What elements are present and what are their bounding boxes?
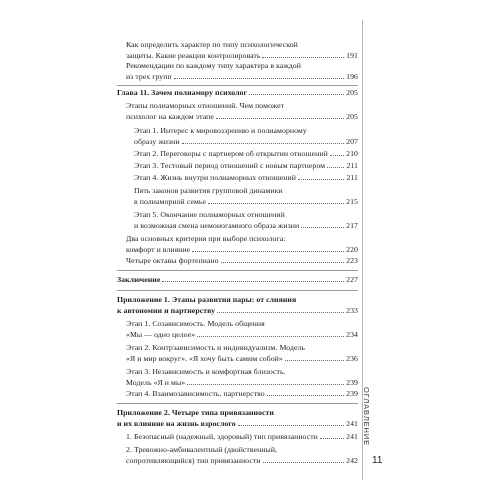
dot-leader — [238, 425, 344, 426]
toc-entry — [126, 366, 358, 388]
toc-page-number: 223 — [346, 256, 358, 265]
toc-entry — [126, 100, 358, 122]
toc-entry — [126, 342, 358, 364]
toc-entry-title: «Я и мир вокруг». «Я хочу быть самим собой» — [126, 354, 283, 363]
section-divider — [117, 290, 358, 291]
toc-entry — [126, 388, 358, 399]
toc-entry-title-line: Этап 3. Независимость и комфортная близость. — [126, 367, 286, 376]
toc-entry-title: из трех групп — [126, 72, 172, 81]
toc-chapter-entry — [117, 407, 358, 429]
toc-chapter-entry — [117, 274, 358, 285]
toc-page-number: 210 — [346, 149, 358, 158]
toc-entry-title: и возможная смена немоногамного образа жизни — [134, 221, 300, 230]
toc-chapter-entry — [117, 294, 358, 316]
toc-entry-title: 1. Безопасный (надежный, здоровый) тип привязанности — [126, 432, 318, 441]
toc-entry-title: Этап 2. Переговоры с партнером об открытии отношений — [134, 149, 328, 158]
toc-entry-title-line: Этап 2. Контрзависимость и индивидуализм. Модель — [126, 343, 306, 352]
toc-page-number: 242 — [346, 456, 358, 465]
toc-entry-title: защиты. Какие реакции контролировать — [126, 51, 261, 60]
toc-entry — [134, 160, 358, 171]
toc-page-number: 241 — [346, 432, 358, 441]
section-divider — [117, 270, 358, 271]
toc-page-number: 211 — [346, 161, 358, 170]
toc-entry — [126, 431, 358, 442]
toc-page-number: 191 — [346, 51, 358, 60]
toc-page-number: 227 — [346, 275, 358, 284]
dot-leader — [263, 462, 345, 463]
toc-page-number: 196 — [346, 72, 358, 81]
toc-page-number: 205 — [346, 112, 358, 121]
toc-entry-title-line: Этапы полиаморных отношений. Чем поможет — [126, 101, 285, 110]
toc-entry — [126, 39, 358, 61]
toc-page-number: 220 — [346, 245, 358, 254]
dot-leader — [208, 203, 344, 204]
toc-entry-title: образу жизни — [134, 137, 180, 146]
toc-entry-title: к автономии и партнерству — [117, 306, 216, 315]
dot-leader — [162, 281, 344, 282]
toc-entry-title: сопротивляющийся) тип привязанности — [126, 456, 261, 465]
toc-page-number: 205 — [346, 88, 358, 97]
toc-page-number: 215 — [346, 197, 358, 206]
page-number: 11 — [372, 455, 383, 466]
toc-entry — [126, 318, 358, 340]
toc-entry-title-line: Приложение 1. Этапы развития пары: от слияния — [117, 295, 297, 304]
toc-entry — [126, 60, 358, 82]
dot-leader — [301, 227, 344, 228]
toc-entry-title-line: Этап 1. Интерес к мировоззрению и полиаморному — [134, 126, 307, 135]
toc-entry-title: Заключение — [117, 275, 161, 284]
dot-leader — [182, 143, 345, 144]
toc-chapter-entry — [117, 87, 358, 98]
dot-leader — [320, 438, 344, 439]
toc-entry-title: и их влияние на жизнь взрослого — [117, 419, 236, 428]
toc-entry-title-line: Приложение 2. Четыре типа привязанности — [117, 408, 274, 417]
toc-entry-title-line: Как определить характер по типу психологической — [126, 40, 298, 49]
toc-entry — [134, 172, 358, 183]
toc-page-number: 217 — [346, 221, 358, 230]
dot-leader — [262, 57, 344, 58]
toc-page-number: 236 — [346, 354, 358, 363]
dot-leader — [249, 94, 344, 95]
toc-page-number: 233 — [346, 306, 358, 315]
dot-leader — [174, 78, 344, 79]
section-divider — [117, 85, 358, 86]
toc-entry — [126, 233, 358, 255]
toc-entry-title: Модель «Я и мы» — [126, 378, 186, 387]
toc-entry-title: психолог на каждом этапе — [126, 112, 214, 121]
toc-entry-title: в полиаморной семье — [134, 197, 206, 206]
toc-entry-title-line: Два основных критерия при выборе психолога: — [126, 234, 286, 243]
dot-leader — [192, 251, 344, 252]
toc-entry-title: Этап 4. Жизнь внутри полиаморных отношений — [134, 173, 296, 182]
toc-page-number: 234 — [346, 330, 358, 339]
toc-entry — [134, 148, 358, 159]
toc-page-number: 207 — [346, 137, 358, 146]
dot-leader — [330, 155, 344, 156]
toc-entry-title-line: Этап 5. Окончание полиаморных отношений — [134, 210, 285, 219]
dot-leader — [197, 336, 344, 337]
dot-leader — [187, 384, 344, 385]
toc-entry — [126, 444, 358, 466]
toc-entry-title: Этап 4. Взаимозависимость, партнерство — [126, 389, 265, 398]
toc-entry — [126, 255, 358, 266]
toc-entry-title: Этап 3. Тестовый период отношений с новым партнером — [134, 161, 326, 170]
toc-entry-title: Глава 11. Зачем полиамору психолог — [117, 88, 248, 97]
toc-entry — [134, 125, 358, 147]
dot-leader — [221, 262, 345, 263]
toc-page-number: 239 — [346, 389, 358, 398]
toc-entry — [134, 185, 358, 207]
dot-leader — [327, 167, 344, 168]
toc-page-number: 241 — [346, 419, 358, 428]
toc-entry-title-line: Рекомендации по каждому типу характера в каждой — [126, 61, 301, 70]
toc-entry-title: «Мы — одно целое» — [126, 330, 196, 339]
toc-entry-title-line: Этап 1. Созависимость. Модель общения — [126, 319, 265, 328]
dot-leader — [217, 312, 344, 313]
dot-leader — [216, 118, 344, 119]
dot-leader — [267, 395, 344, 396]
toc-entry-title: Четыре октавы фортепиано — [126, 256, 219, 265]
toc-entry-title-line: Пять законов развития групповой динамики — [134, 186, 283, 195]
toc-page-number: 211 — [346, 173, 358, 182]
running-head-text: ОГЛАВЛЕНИЕ — [362, 387, 371, 447]
toc-entry — [134, 209, 358, 231]
toc-entry-title-line: 2. Тревожно-амбивалентный (двойственный, — [126, 445, 278, 454]
section-divider — [117, 403, 358, 404]
toc-entry-title: комфорт и влияние — [126, 245, 191, 254]
dot-leader — [285, 360, 344, 361]
toc-page-number: 239 — [346, 378, 358, 387]
dot-leader — [298, 179, 344, 180]
